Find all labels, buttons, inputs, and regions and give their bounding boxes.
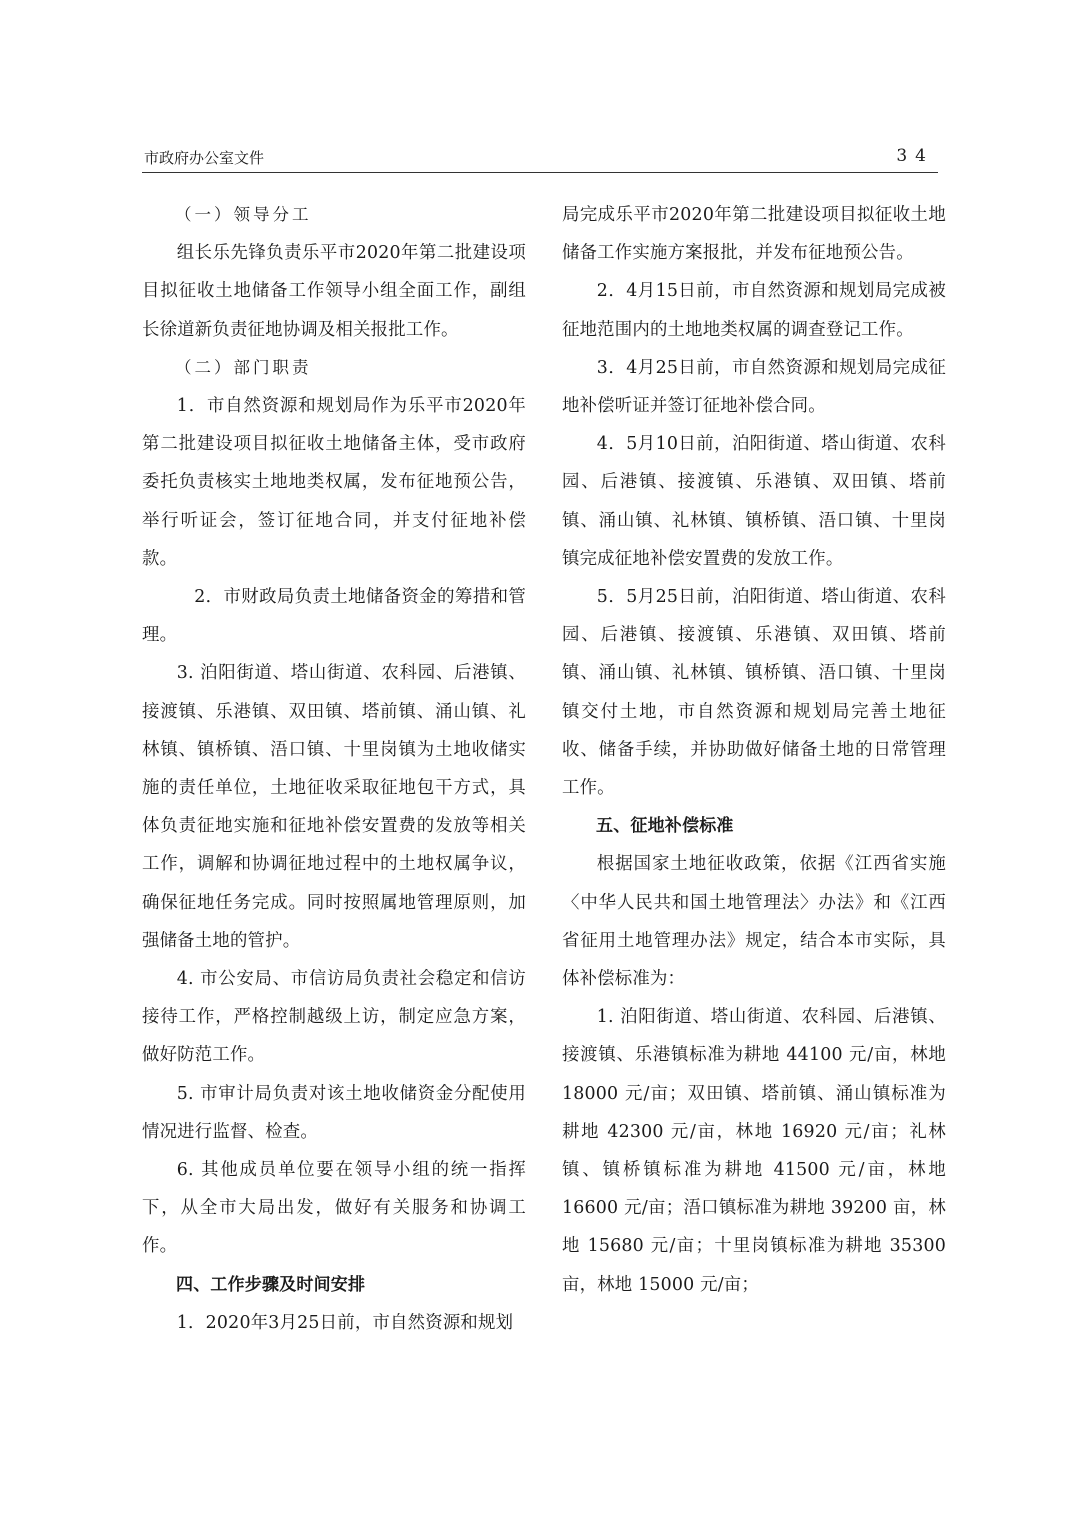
right-column <box>562 196 946 1304</box>
paragraph: 4. 市公安局、市信访局负责社会稳定和信访接待工作，严格控制越级上访，制定应急方案，做好防范工作。 <box>142 969 526 1066</box>
paragraph: 3. 泊阳街道、塔山街道、农科园、后港镇、接渡镇、乐港镇、双田镇、塔前镇、涌山镇、礼林镇、镇桥镇、浯口镇、十里岗镇为土地收储实施的责任单位，土地征收采取征地包干方式，具体负责征地实施和征地补偿安置费的发放等相关工作，调解和协调征地过程中的土地权属争议，确保征地任务完成。同时按照属地管理原则，加强储备土地的管护。 <box>142 663 526 951</box>
paragraph: 2．市财政局负责土地储备资金的筹措和管理。 <box>142 587 526 646</box>
section-heading-leadership: （一）领导分工 <box>175 205 312 224</box>
section-heading-schedule: 四、工作步骤及时间安排 <box>176 1274 366 1295</box>
paragraph: 组长乐先锋负责乐平市2020年第二批建设项目拟征收土地储备工作领导小组全面工作，副组长徐道新负责征地协调及相关报批工作。 <box>142 243 526 340</box>
section-heading-compensation: 五、征地补偿标准 <box>596 816 734 837</box>
page-number: 34 <box>896 146 934 166</box>
page-header <box>142 148 938 173</box>
paragraph: 1. 泊阳街道、塔山街道、农科园、后港镇、接渡镇、乐港镇标准为耕地 44100 元/亩，林地 18000 元/亩；双田镇、塔前镇、涌山镇标准为耕地 42300 元/亩，林地 16920 元/亩；礼林镇、镇桥镇标准为耕地 41500 元/亩，林地 16600 元/亩；浯口镇标准为耕地 39200 亩，林地 15680 元/亩；十里岗镇标准为耕地 35300 亩，林地 15000 元/亩； <box>562 1007 946 1295</box>
paragraph: 5. 市审计局负责对该土地收储资金分配使用情况进行监督、检查。 <box>142 1083 526 1142</box>
paragraph: 3．4月25日前，市自然资源和规划局完成征地补偿听证并签订征地补偿合同。 <box>562 357 946 417</box>
paragraph: 4．5月10日前，泊阳街道、塔山街道、农科园、后港镇、接渡镇、乐港镇、双田镇、塔前镇、涌山镇、礼林镇、镇桥镇、浯口镇、十里岗镇完成征地补偿安置费的发放工作。 <box>562 434 946 569</box>
paragraph: 6. 其他成员单位要在领导小组的统一指挥下，从全市大局出发，做好有关服务和协调工作。 <box>142 1160 526 1257</box>
paragraph: 1．2020年3月25日前，市自然资源和规划 <box>176 1312 514 1333</box>
paragraph: 根据国家土地征收政策，依据《江西省实施〈中华人民共和国土地管理法〉办法》和《江西省征用土地管理办法》规定，结合本市实际，具体补偿标准为： <box>562 854 946 990</box>
paragraph: 5．5月25日前，泊阳街道、塔山街道、农科园、后港镇、接渡镇、乐港镇、双田镇、塔前镇、涌山镇、礼林镇、镇桥镇、浯口镇、十里岗镇交付土地，市自然资源和规划局完善土地征收、储备手续，并协助做好储备土地的日常管理工作。 <box>562 587 946 799</box>
paragraph: 1．市自然资源和规划局作为乐平市2020年第二批建设项目拟征收土地储备主体，受市政府委托负责核实土地地类权属，发布征地预公告，举行听证会，签订征地合同，并支付征地补偿款。 <box>142 396 526 569</box>
paragraph: 局完成乐平市2020年第二批建设项目拟征收土地储备工作实施方案报批，并发布征地预公告。 <box>562 205 946 264</box>
header-title: 市政府办公室文件 <box>144 149 265 167</box>
paragraph: 2．4月15日前，市自然资源和规划局完成被征地范围内的土地地类权属的调查登记工作。 <box>562 281 946 340</box>
left-column <box>142 196 526 1342</box>
section-heading-duties: （二）部门职责 <box>175 357 312 377</box>
